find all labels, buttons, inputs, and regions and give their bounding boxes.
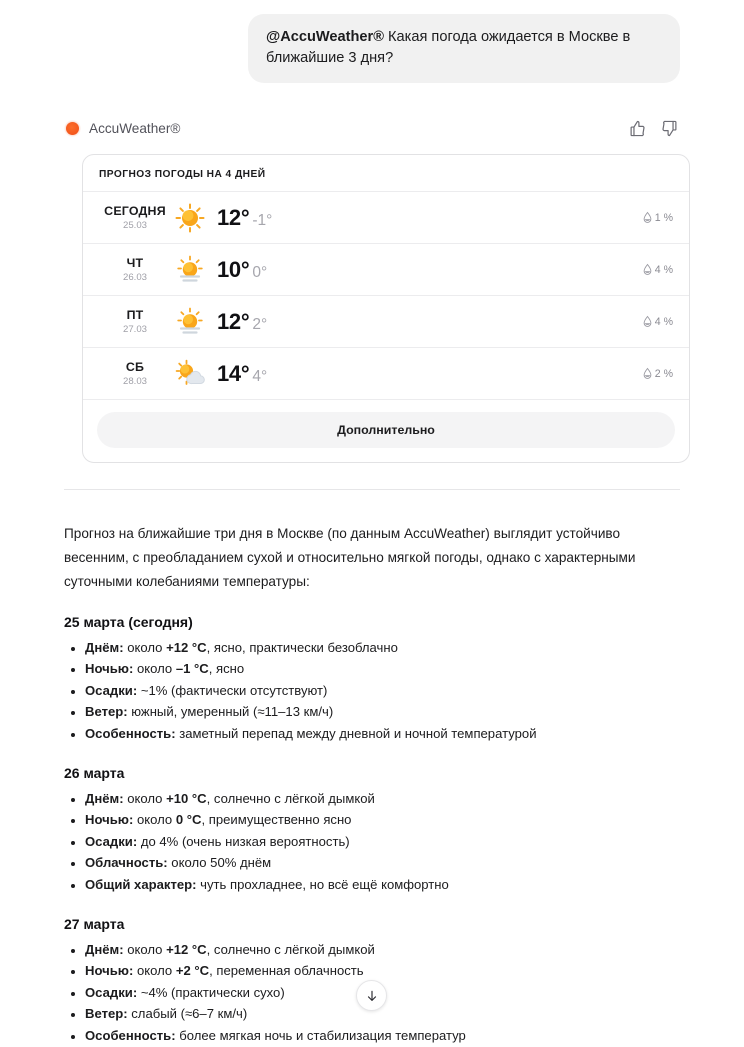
- sun-haze-icon: [173, 253, 207, 287]
- temperature-pair: [217, 309, 267, 335]
- item-label: Днём:: [85, 790, 124, 806]
- item-strong: +12 °C: [166, 941, 207, 957]
- list-item: [85, 810, 680, 831]
- list-item: [85, 875, 680, 896]
- item-pre: около: [133, 812, 176, 828]
- item-label: Осадки:: [85, 984, 138, 1000]
- item-label: Осадки:: [85, 682, 138, 698]
- item-label: Ночью:: [85, 661, 134, 677]
- thumbs-down-icon[interactable]: [658, 117, 680, 139]
- temp-high: 14°: [217, 360, 250, 386]
- forecast-article: [64, 490, 680, 1047]
- temperature-pair: [217, 205, 272, 231]
- list-item: [85, 1026, 680, 1047]
- arrow-down-icon: [365, 989, 379, 1003]
- precipitation-value: 2 %: [654, 367, 673, 380]
- temp-low: 4°: [252, 367, 268, 385]
- day-date: 28.03: [122, 375, 147, 387]
- item-post: , солнечно с лёгкой дымкой: [206, 941, 375, 957]
- temp-high: 10°: [217, 256, 250, 282]
- temperature-pair: [217, 257, 267, 283]
- item-pre: около: [123, 790, 167, 806]
- day-name: ПТ: [126, 307, 144, 322]
- forecast-day: [99, 309, 171, 335]
- day-date: 26.03: [122, 271, 147, 283]
- item-pre: более мягкая ночь и стабилизация температур: [175, 1027, 466, 1043]
- item-label: Ветер:: [85, 704, 128, 720]
- temp-low: 0°: [252, 263, 268, 281]
- item-post: , ясно, практически безоблачно: [206, 639, 398, 655]
- item-pre: южный, умеренный (≈11–13 км/ч): [127, 704, 334, 720]
- precipitation: [643, 316, 673, 328]
- forecast-list: [64, 638, 680, 745]
- forecast-day: [99, 257, 171, 283]
- precipitation: [643, 212, 673, 224]
- item-pre: заметный перепад между дневной и ночной температурой: [175, 725, 537, 741]
- item-pre: ~1% (фактически отсутствуют): [137, 682, 328, 698]
- item-pre: около: [123, 639, 167, 655]
- item-label: Днём:: [85, 941, 124, 957]
- section-heading: 25 марта (сегодня): [64, 613, 193, 630]
- list-item: [85, 1004, 680, 1025]
- day-date: 25.03: [122, 219, 147, 231]
- table-row[interactable]: [83, 348, 689, 400]
- list-item: [85, 702, 680, 723]
- forecast-list: [64, 789, 680, 896]
- item-label: Особенность:: [85, 725, 176, 741]
- forecast-day: [99, 361, 171, 387]
- precipitation: [643, 368, 673, 380]
- day-name: СБ: [125, 359, 145, 374]
- temp-high: 12°: [217, 308, 250, 334]
- accuweather-sun-icon: [66, 122, 79, 135]
- item-label: Ветер:: [85, 1006, 128, 1022]
- item-pre: около: [133, 661, 176, 677]
- partly-cloudy-icon: [173, 357, 207, 391]
- item-pre: около: [133, 963, 176, 979]
- temperature-pair: [217, 361, 267, 387]
- item-pre: ~4% (практически сухо): [137, 984, 285, 1000]
- temp-low: -1°: [252, 211, 273, 229]
- widget-footer: [83, 400, 689, 462]
- widget-title: ПРОГНОЗ ПОГОДЫ НА 4 ДНЕЙ: [83, 155, 689, 192]
- section-heading: 26 марта: [64, 764, 125, 781]
- item-strong: 0 °C: [175, 812, 202, 828]
- water-drop-icon: [643, 316, 652, 327]
- list-item: [85, 681, 680, 702]
- intro-paragraph: Прогноз на ближайшие три дня в Москве (по данным AccuWeather) выглядит устойчиво весенним, с преобладанием сухой и относительно мягкой погоды, однако с характерными суточными колебаниями температуры:: [64, 525, 636, 589]
- precipitation-value: 4 %: [654, 263, 673, 276]
- item-post: , переменная облачность: [209, 963, 364, 979]
- user-message-bubble: [248, 14, 680, 83]
- water-drop-icon: [643, 264, 652, 275]
- item-pre: слабый (≈6–7 км/ч): [127, 1006, 248, 1022]
- scroll-to-bottom-button[interactable]: [356, 980, 387, 1011]
- temp-high: 12°: [217, 204, 250, 230]
- user-message-text: Какая погода ожидается в Москве в ближайшие 3 дня?: [266, 29, 631, 66]
- table-row[interactable]: [83, 296, 689, 348]
- item-pre: около: [123, 941, 167, 957]
- day-name: ЧТ: [126, 255, 144, 270]
- item-label: Осадки:: [85, 833, 138, 849]
- list-item: [85, 940, 680, 961]
- weather-forecast-widget: [82, 154, 690, 463]
- more-details-button[interactable]: Дополнительно: [97, 412, 675, 448]
- item-label: Днём:: [85, 639, 124, 655]
- sun-haze-icon: [173, 305, 207, 339]
- precipitation-value: 4 %: [654, 315, 673, 328]
- day-name: СЕГОДНЯ: [104, 203, 166, 218]
- list-item: [85, 832, 680, 853]
- item-post: , преимущественно ясно: [201, 812, 352, 828]
- list-item: [85, 659, 680, 680]
- item-strong: –1 °C: [175, 661, 209, 677]
- item-pre: до 4% (очень низкая вероятность): [137, 833, 350, 849]
- item-label: Общий характер:: [85, 876, 197, 892]
- item-strong: +10 °C: [166, 790, 207, 806]
- section-heading: 27 марта: [64, 915, 125, 932]
- list-item: [85, 638, 680, 659]
- sunny-icon: [173, 201, 207, 235]
- table-row[interactable]: [83, 192, 689, 244]
- list-item: [85, 961, 680, 982]
- item-post: , солнечно с лёгкой дымкой: [206, 790, 375, 806]
- item-pre: около 50% днём: [167, 855, 272, 871]
- item-strong: +2 °C: [175, 963, 210, 979]
- thumbs-up-icon[interactable]: [626, 117, 648, 139]
- list-item: [85, 853, 680, 874]
- mention-accuweather[interactable]: @AccuWeather®: [266, 29, 384, 45]
- item-label: Облачность:: [85, 855, 168, 871]
- assistant-name: AccuWeather®: [89, 120, 181, 136]
- precipitation-value: 1 %: [654, 211, 673, 224]
- temp-low: 2°: [252, 315, 268, 333]
- item-label: Ночью:: [85, 963, 134, 979]
- table-row[interactable]: [83, 244, 689, 296]
- water-drop-icon: [643, 368, 652, 379]
- item-label: Особенность:: [85, 1027, 176, 1043]
- user-message-row: [0, 0, 744, 83]
- assistant-header: [66, 113, 680, 143]
- forecast-day: [99, 205, 171, 231]
- item-pre: чуть прохладнее, но всё ещё комфортно: [196, 876, 449, 892]
- item-post: , ясно: [208, 661, 245, 677]
- precipitation: [643, 264, 673, 276]
- water-drop-icon: [643, 212, 652, 223]
- item-label: Ночью:: [85, 812, 134, 828]
- item-strong: +12 °C: [166, 639, 207, 655]
- list-item: [85, 724, 680, 745]
- day-date: 27.03: [122, 323, 147, 335]
- list-item: [85, 789, 680, 810]
